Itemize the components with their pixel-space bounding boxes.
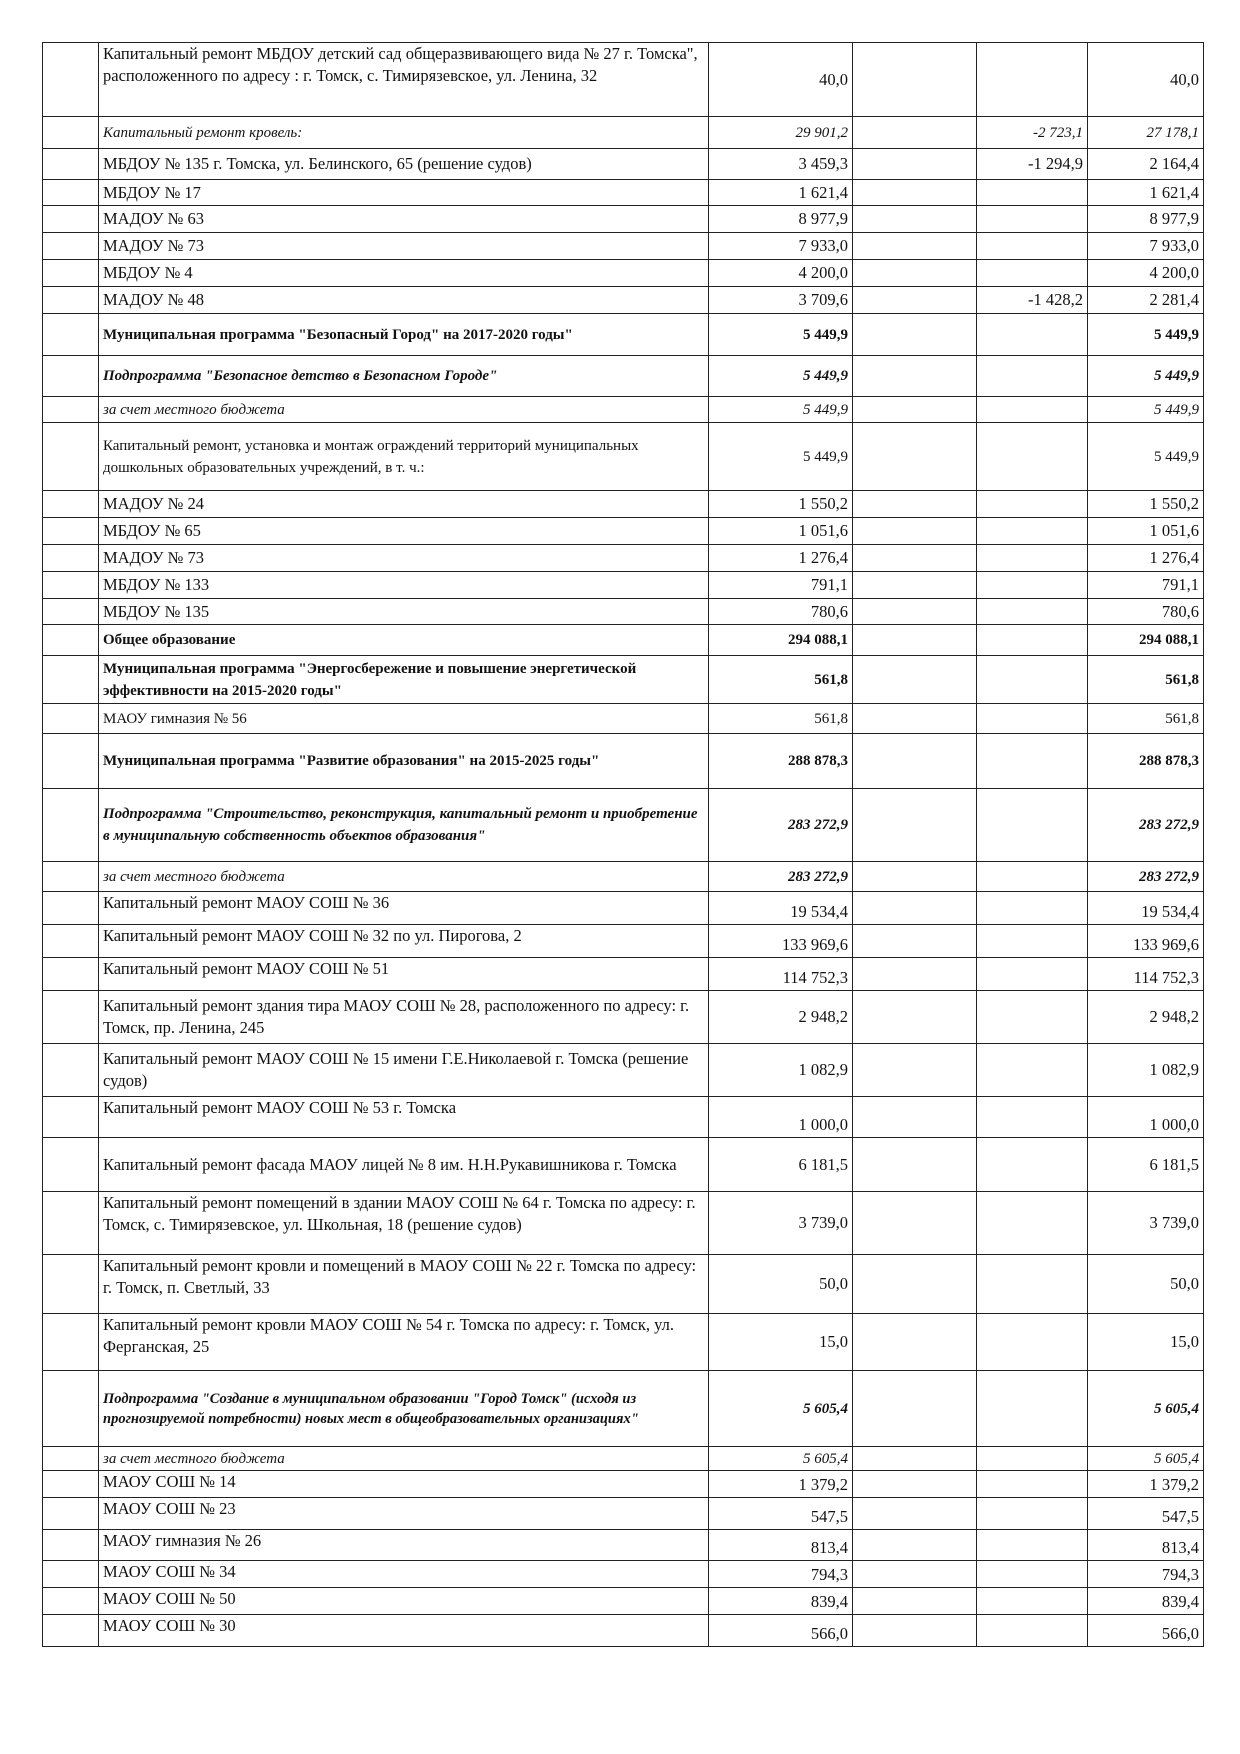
row-name-cell: Муниципальная программа "Энергосбережение и повышение энергетической эффективности на 2015-2020 годы": [99, 656, 709, 704]
value-plan-cell: 3 709,6: [709, 287, 853, 314]
value-increase-cell: [853, 1314, 977, 1371]
table-row: [43, 704, 1204, 734]
value-total-cell: 1 550,2: [1088, 491, 1204, 518]
value-total-cell: 294 088,1: [1088, 625, 1204, 656]
value-total-cell: 1 379,2: [1088, 1471, 1204, 1498]
value-decrease-cell: [977, 397, 1088, 423]
row-index-cell: [43, 149, 99, 180]
value-plan-cell: 3 459,3: [709, 149, 853, 180]
value-total-cell: 133 969,6: [1088, 925, 1204, 958]
row-name-cell: МБДОУ № 65: [99, 518, 709, 545]
value-decrease-cell: [977, 1471, 1088, 1498]
value-plan-cell: 8 977,9: [709, 206, 853, 233]
value-plan-cell: 50,0: [709, 1255, 853, 1314]
row-index-cell: [43, 599, 99, 625]
value-total-cell: 5 449,9: [1088, 356, 1204, 397]
row-name-cell: Капитальный ремонт фасада МАОУ лицей № 8 им. Н.Н.Рукавишникова г. Томска: [99, 1138, 709, 1192]
value-increase-cell: [853, 958, 977, 991]
value-total-cell: 19 534,4: [1088, 892, 1204, 925]
table-row: [43, 260, 1204, 287]
value-increase-cell: [853, 1561, 977, 1588]
value-plan-cell: 791,1: [709, 572, 853, 599]
table-row: [43, 892, 1204, 925]
row-index-cell: [43, 314, 99, 356]
budget-table-body: [43, 43, 1204, 1647]
row-index-cell: [43, 206, 99, 233]
row-name-cell: МАДОУ № 73: [99, 545, 709, 572]
row-index-cell: [43, 260, 99, 287]
value-decrease-cell: [977, 656, 1088, 704]
value-increase-cell: [853, 356, 977, 397]
value-decrease-cell: [977, 1044, 1088, 1097]
value-total-cell: 2 281,4: [1088, 287, 1204, 314]
table-row: [43, 518, 1204, 545]
row-name-cell: Капитальный ремонт МБДОУ детский сад общеразвивающего вида № 27 г. Томска", расположенного по адресу : г. Томск, с. Тимирязевское, ул. Ленина, 32: [99, 43, 709, 117]
value-total-cell: 283 272,9: [1088, 789, 1204, 862]
value-plan-cell: 133 969,6: [709, 925, 853, 958]
value-total-cell: 1 276,4: [1088, 545, 1204, 572]
value-total-cell: 1 051,6: [1088, 518, 1204, 545]
value-plan-cell: 283 272,9: [709, 789, 853, 862]
value-increase-cell: [853, 599, 977, 625]
row-index-cell: [43, 789, 99, 862]
value-plan-cell: 566,0: [709, 1615, 853, 1647]
value-decrease-cell: [977, 1561, 1088, 1588]
row-name-cell: МАОУ гимназия № 56: [99, 704, 709, 734]
value-increase-cell: [853, 117, 977, 149]
table-row: [43, 1498, 1204, 1530]
value-plan-cell: 114 752,3: [709, 958, 853, 991]
value-total-cell: 5 449,9: [1088, 423, 1204, 491]
value-plan-cell: 5 605,4: [709, 1371, 853, 1447]
row-index-cell: [43, 1588, 99, 1615]
value-increase-cell: [853, 1530, 977, 1561]
row-name-cell: за счет местного бюджета: [99, 1447, 709, 1471]
row-index-cell: [43, 287, 99, 314]
row-index-cell: [43, 1447, 99, 1471]
value-total-cell: 27 178,1: [1088, 117, 1204, 149]
value-decrease-cell: -2 723,1: [977, 117, 1088, 149]
row-index-cell: [43, 1314, 99, 1371]
value-decrease-cell: [977, 43, 1088, 117]
value-decrease-cell: [977, 704, 1088, 734]
value-decrease-cell: [977, 1097, 1088, 1138]
row-index-cell: [43, 1192, 99, 1255]
value-increase-cell: [853, 892, 977, 925]
row-index-cell: [43, 1561, 99, 1588]
table-row: [43, 206, 1204, 233]
budget-table: [42, 42, 1204, 1647]
value-plan-cell: 561,8: [709, 704, 853, 734]
row-index-cell: [43, 862, 99, 892]
value-total-cell: 2 164,4: [1088, 149, 1204, 180]
value-total-cell: 5 449,9: [1088, 314, 1204, 356]
table-row: [43, 287, 1204, 314]
row-name-cell: Капитальный ремонт МАОУ СОШ № 32 по ул. Пирогова, 2: [99, 925, 709, 958]
row-index-cell: [43, 117, 99, 149]
value-increase-cell: [853, 625, 977, 656]
value-total-cell: 839,4: [1088, 1588, 1204, 1615]
value-total-cell: 283 272,9: [1088, 862, 1204, 892]
value-increase-cell: [853, 260, 977, 287]
value-decrease-cell: [977, 958, 1088, 991]
value-increase-cell: [853, 1588, 977, 1615]
value-decrease-cell: [977, 925, 1088, 958]
value-decrease-cell: [977, 1615, 1088, 1647]
row-name-cell: Подпрограмма "Безопасное детство в Безопасном Городе": [99, 356, 709, 397]
value-increase-cell: [853, 1097, 977, 1138]
value-plan-cell: 813,4: [709, 1530, 853, 1561]
row-index-cell: [43, 180, 99, 206]
table-row: [43, 117, 1204, 149]
value-plan-cell: 5 449,9: [709, 314, 853, 356]
row-index-cell: [43, 892, 99, 925]
value-increase-cell: [853, 397, 977, 423]
value-decrease-cell: [977, 1192, 1088, 1255]
row-index-cell: [43, 545, 99, 572]
value-plan-cell: 7 933,0: [709, 233, 853, 260]
value-decrease-cell: [977, 789, 1088, 862]
row-name-cell: МБДОУ № 135: [99, 599, 709, 625]
value-plan-cell: 294 088,1: [709, 625, 853, 656]
value-decrease-cell: [977, 734, 1088, 789]
row-name-cell: МАДОУ № 48: [99, 287, 709, 314]
table-row: [43, 1138, 1204, 1192]
value-decrease-cell: [977, 1498, 1088, 1530]
value-increase-cell: [853, 180, 977, 206]
row-index-cell: [43, 625, 99, 656]
value-increase-cell: [853, 518, 977, 545]
row-name-cell: МАОУ СОШ № 50: [99, 1588, 709, 1615]
row-index-cell: [43, 1138, 99, 1192]
row-name-cell: МАОУ СОШ № 23: [99, 1498, 709, 1530]
value-plan-cell: 29 901,2: [709, 117, 853, 149]
table-row: [43, 1314, 1204, 1371]
row-name-cell: Капитальный ремонт кровли и помещений в МАОУ СОШ № 22 г. Томска по адресу: г. Томск, п. Светлый, 33: [99, 1255, 709, 1314]
row-name-cell: Подпрограмма "Строительство, реконструкция, капитальный ремонт и приобретение в муниципальную собственность объектов образования": [99, 789, 709, 862]
value-decrease-cell: [977, 545, 1088, 572]
value-decrease-cell: [977, 233, 1088, 260]
value-total-cell: 794,3: [1088, 1561, 1204, 1588]
row-index-cell: [43, 1255, 99, 1314]
value-decrease-cell: [977, 1255, 1088, 1314]
value-increase-cell: [853, 491, 977, 518]
row-name-cell: Капитальный ремонт, установка и монтаж ограждений территорий муниципальных дошкольных образовательных учреждений, в т. ч.:: [99, 423, 709, 491]
value-decrease-cell: [977, 1447, 1088, 1471]
value-decrease-cell: [977, 1530, 1088, 1561]
table-row: [43, 734, 1204, 789]
table-row: [43, 43, 1204, 117]
row-name-cell: МБДОУ № 135 г. Томска, ул. Белинского, 65 (решение судов): [99, 149, 709, 180]
value-increase-cell: [853, 1471, 977, 1498]
row-index-cell: [43, 356, 99, 397]
value-total-cell: 2 948,2: [1088, 991, 1204, 1044]
value-increase-cell: [853, 704, 977, 734]
value-decrease-cell: [977, 625, 1088, 656]
row-name-cell: Капитальный ремонт МАОУ СОШ № 51: [99, 958, 709, 991]
value-decrease-cell: [977, 356, 1088, 397]
value-increase-cell: [853, 1447, 977, 1471]
value-plan-cell: 1 051,6: [709, 518, 853, 545]
value-total-cell: 5 605,4: [1088, 1371, 1204, 1447]
value-plan-cell: 15,0: [709, 1314, 853, 1371]
value-increase-cell: [853, 1498, 977, 1530]
value-increase-cell: [853, 149, 977, 180]
value-plan-cell: 283 272,9: [709, 862, 853, 892]
value-increase-cell: [853, 991, 977, 1044]
table-row: [43, 789, 1204, 862]
value-decrease-cell: [977, 599, 1088, 625]
value-decrease-cell: [977, 991, 1088, 1044]
value-total-cell: 3 739,0: [1088, 1192, 1204, 1255]
row-name-cell: МБДОУ № 17: [99, 180, 709, 206]
row-name-cell: МАОУ гимназия № 26: [99, 1530, 709, 1561]
value-decrease-cell: [977, 862, 1088, 892]
value-total-cell: 1 621,4: [1088, 180, 1204, 206]
value-plan-cell: 288 878,3: [709, 734, 853, 789]
value-decrease-cell: [977, 1588, 1088, 1615]
row-index-cell: [43, 43, 99, 117]
row-name-cell: МБДОУ № 4: [99, 260, 709, 287]
value-total-cell: 1 000,0: [1088, 1097, 1204, 1138]
value-plan-cell: 40,0: [709, 43, 853, 117]
table-row: [43, 1471, 1204, 1498]
row-name-cell: за счет местного бюджета: [99, 397, 709, 423]
row-index-cell: [43, 1498, 99, 1530]
value-total-cell: 50,0: [1088, 1255, 1204, 1314]
row-index-cell: [43, 423, 99, 491]
row-name-cell: за счет местного бюджета: [99, 862, 709, 892]
value-plan-cell: 1 621,4: [709, 180, 853, 206]
value-plan-cell: 780,6: [709, 599, 853, 625]
value-plan-cell: 794,3: [709, 1561, 853, 1588]
value-decrease-cell: [977, 260, 1088, 287]
value-total-cell: 813,4: [1088, 1530, 1204, 1561]
value-plan-cell: 1 379,2: [709, 1471, 853, 1498]
table-row: [43, 314, 1204, 356]
value-plan-cell: 6 181,5: [709, 1138, 853, 1192]
row-name-cell: Капитальный ремонт помещений в здании МАОУ СОШ № 64 г. Томска по адресу: г. Томск, с. Тимирязевское, ул. Школьная, 18 (решение судов): [99, 1192, 709, 1255]
table-row: [43, 958, 1204, 991]
table-row: [43, 1615, 1204, 1647]
value-decrease-cell: -1 294,9: [977, 149, 1088, 180]
row-name-cell: Муниципальная программа "Развитие образования" на 2015-2025 годы": [99, 734, 709, 789]
value-increase-cell: [853, 1371, 977, 1447]
value-increase-cell: [853, 1138, 977, 1192]
row-name-cell: МАОУ СОШ № 14: [99, 1471, 709, 1498]
value-total-cell: 8 977,9: [1088, 206, 1204, 233]
value-decrease-cell: [977, 206, 1088, 233]
row-name-cell: МАДОУ № 63: [99, 206, 709, 233]
row-index-cell: [43, 233, 99, 260]
row-name-cell: Подпрограмма "Создание в муниципальном образовании "Город Томск" (исходя из прогнозируемой потребности) новых мест в общеобразовательных организациях": [99, 1371, 709, 1447]
row-index-cell: [43, 704, 99, 734]
table-row: [43, 572, 1204, 599]
value-plan-cell: 1 276,4: [709, 545, 853, 572]
value-decrease-cell: [977, 314, 1088, 356]
table-row: [43, 491, 1204, 518]
table-row: [43, 356, 1204, 397]
value-increase-cell: [853, 862, 977, 892]
value-increase-cell: [853, 789, 977, 862]
row-index-cell: [43, 1471, 99, 1498]
value-plan-cell: 1 082,9: [709, 1044, 853, 1097]
value-decrease-cell: [977, 892, 1088, 925]
value-plan-cell: 5 449,9: [709, 356, 853, 397]
table-row: [43, 1371, 1204, 1447]
value-total-cell: 7 933,0: [1088, 233, 1204, 260]
value-total-cell: 5 449,9: [1088, 397, 1204, 423]
table-row: [43, 545, 1204, 572]
value-increase-cell: [853, 423, 977, 491]
value-increase-cell: [853, 1255, 977, 1314]
row-index-cell: [43, 397, 99, 423]
value-plan-cell: 5 605,4: [709, 1447, 853, 1471]
value-total-cell: 40,0: [1088, 43, 1204, 117]
row-name-cell: Капитальный ремонт здания тира МАОУ СОШ № 28, расположенного по адресу: г. Томск, пр. Ленина, 245: [99, 991, 709, 1044]
value-increase-cell: [853, 925, 977, 958]
row-name-cell: Общее образование: [99, 625, 709, 656]
row-index-cell: [43, 958, 99, 991]
table-row: [43, 1588, 1204, 1615]
row-name-cell: МБДОУ № 133: [99, 572, 709, 599]
table-row: [43, 1097, 1204, 1138]
table-row: [43, 233, 1204, 260]
row-name-cell: МАОУ СОШ № 34: [99, 1561, 709, 1588]
value-decrease-cell: [977, 491, 1088, 518]
value-plan-cell: 561,8: [709, 656, 853, 704]
value-increase-cell: [853, 545, 977, 572]
value-increase-cell: [853, 233, 977, 260]
value-total-cell: 288 878,3: [1088, 734, 1204, 789]
value-increase-cell: [853, 206, 977, 233]
value-plan-cell: 3 739,0: [709, 1192, 853, 1255]
table-row: [43, 1561, 1204, 1588]
value-plan-cell: 5 449,9: [709, 423, 853, 491]
row-index-cell: [43, 518, 99, 545]
value-decrease-cell: [977, 1371, 1088, 1447]
value-plan-cell: 4 200,0: [709, 260, 853, 287]
value-decrease-cell: [977, 1314, 1088, 1371]
row-index-cell: [43, 1530, 99, 1561]
row-name-cell: Муниципальная программа "Безопасный Город" на 2017-2020 годы": [99, 314, 709, 356]
value-total-cell: 566,0: [1088, 1615, 1204, 1647]
table-row: [43, 180, 1204, 206]
value-total-cell: 5 605,4: [1088, 1447, 1204, 1471]
row-index-cell: [43, 734, 99, 789]
value-total-cell: 15,0: [1088, 1314, 1204, 1371]
value-decrease-cell: -1 428,2: [977, 287, 1088, 314]
value-increase-cell: [853, 572, 977, 599]
value-increase-cell: [853, 314, 977, 356]
value-decrease-cell: [977, 180, 1088, 206]
table-row: [43, 656, 1204, 704]
row-index-cell: [43, 1044, 99, 1097]
value-increase-cell: [853, 734, 977, 789]
table-row: [43, 925, 1204, 958]
value-decrease-cell: [977, 1138, 1088, 1192]
table-row: [43, 1530, 1204, 1561]
value-increase-cell: [853, 1192, 977, 1255]
row-name-cell: Капитальный ремонт МАОУ СОШ № 36: [99, 892, 709, 925]
value-increase-cell: [853, 1044, 977, 1097]
row-name-cell: МАОУ СОШ № 30: [99, 1615, 709, 1647]
table-row: [43, 991, 1204, 1044]
value-plan-cell: 5 449,9: [709, 397, 853, 423]
value-total-cell: 561,8: [1088, 704, 1204, 734]
value-total-cell: 547,5: [1088, 1498, 1204, 1530]
table-row: [43, 397, 1204, 423]
row-name-cell: МАДОУ № 73: [99, 233, 709, 260]
row-name-cell: Капитальный ремонт МАОУ СОШ № 15 имени Г.Е.Николаевой г. Томска (решение судов): [99, 1044, 709, 1097]
value-total-cell: 780,6: [1088, 599, 1204, 625]
table-row: [43, 1447, 1204, 1471]
value-total-cell: 6 181,5: [1088, 1138, 1204, 1192]
row-name-cell: МАДОУ № 24: [99, 491, 709, 518]
value-increase-cell: [853, 656, 977, 704]
value-increase-cell: [853, 287, 977, 314]
row-name-cell: Капитальный ремонт кровли МАОУ СОШ № 54 г. Томска по адресу: г. Томск, ул. Ферганская, 25: [99, 1314, 709, 1371]
row-index-cell: [43, 1371, 99, 1447]
table-row: [43, 1044, 1204, 1097]
value-plan-cell: 1 550,2: [709, 491, 853, 518]
table-row: [43, 1255, 1204, 1314]
value-plan-cell: 2 948,2: [709, 991, 853, 1044]
value-plan-cell: 547,5: [709, 1498, 853, 1530]
table-row: [43, 423, 1204, 491]
value-increase-cell: [853, 43, 977, 117]
row-index-cell: [43, 925, 99, 958]
row-index-cell: [43, 1097, 99, 1138]
value-decrease-cell: [977, 423, 1088, 491]
value-decrease-cell: [977, 518, 1088, 545]
value-total-cell: 1 082,9: [1088, 1044, 1204, 1097]
value-decrease-cell: [977, 572, 1088, 599]
row-index-cell: [43, 572, 99, 599]
table-row: [43, 599, 1204, 625]
table-row: [43, 625, 1204, 656]
table-row: [43, 149, 1204, 180]
row-index-cell: [43, 656, 99, 704]
value-plan-cell: 1 000,0: [709, 1097, 853, 1138]
row-name-cell: Капитальный ремонт МАОУ СОШ № 53 г. Томска: [99, 1097, 709, 1138]
row-index-cell: [43, 991, 99, 1044]
value-plan-cell: 839,4: [709, 1588, 853, 1615]
row-index-cell: [43, 491, 99, 518]
value-total-cell: 791,1: [1088, 572, 1204, 599]
value-total-cell: 561,8: [1088, 656, 1204, 704]
value-total-cell: 114 752,3: [1088, 958, 1204, 991]
value-total-cell: 4 200,0: [1088, 260, 1204, 287]
row-name-cell: Капитальный ремонт кровель:: [99, 117, 709, 149]
row-index-cell: [43, 1615, 99, 1647]
value-plan-cell: 19 534,4: [709, 892, 853, 925]
table-row: [43, 862, 1204, 892]
table-row: [43, 1192, 1204, 1255]
value-increase-cell: [853, 1615, 977, 1647]
